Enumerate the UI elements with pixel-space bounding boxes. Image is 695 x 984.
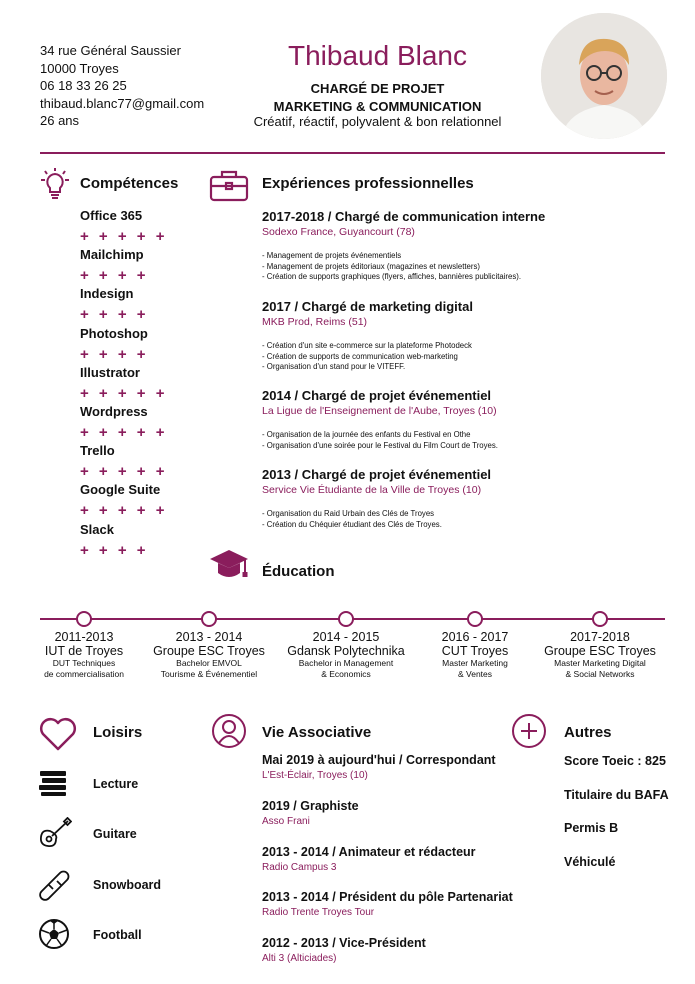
role-line-1: CHARGÉ DE PROJET — [310, 81, 445, 96]
role-block — [240, 80, 515, 116]
skill-name: Illustrator — [80, 364, 140, 380]
association-title: Vie Associative — [262, 724, 372, 741]
skill-level: + + + + + — [80, 463, 168, 481]
other-item: Score Toeic : 825 — [564, 754, 666, 768]
education-desc: Master Marketing — [442, 658, 508, 668]
heart-icon — [38, 716, 78, 757]
education-desc: de commercialisation — [44, 669, 124, 679]
experience-bullet: - Organisation du Raid Urbain des Clés de Troyes — [262, 509, 435, 518]
skill-name: Indesign — [80, 286, 134, 302]
education-item — [14, 630, 154, 680]
experience-org: Sodexo France, Guyancourt (78) — [262, 226, 415, 238]
skill-level: + + + + + — [80, 502, 168, 520]
experience-bullet: - Organisation de la journée des enfants du Festival en Othe — [262, 430, 471, 439]
skill-name: Trello — [80, 443, 115, 459]
education-years: 2016 - 2017 — [441, 630, 509, 644]
experience-bullet: - Création d'un site e-commerce sur la plateforme Photodeck — [262, 341, 472, 350]
education-desc: & Economics — [321, 669, 371, 679]
experience-org: MKB Prod, Reims (51) — [262, 316, 368, 328]
other-item: Véhiculé — [564, 855, 616, 869]
experience-org: Service Vie Étudiante de la Ville de Troyes (10) — [262, 484, 482, 496]
association-role: 2013 - 2014 / Président du pôle Partenariat — [262, 890, 513, 904]
graduation-cap-icon — [209, 548, 249, 591]
education-item — [276, 630, 416, 680]
education-title: Éducation — [262, 563, 335, 580]
profile-photo — [541, 13, 667, 139]
experience-bullet: - Création de supports graphiques (flyers, affiches, bannières publicitaires). — [262, 272, 522, 281]
hobby-label: Snowboard — [93, 878, 162, 892]
experience-bullet: - Création de supports de communication web-marketing — [262, 351, 458, 361]
experience-job-title: 2013 / Chargé de projet événementiel — [262, 467, 492, 482]
education-desc: Master Marketing Digital — [554, 658, 646, 668]
education-school: Groupe ESC Troyes — [153, 644, 265, 658]
experience-bullet: - Création du Chéquier étudiant des Clés de Troyes. — [262, 519, 442, 529]
other-item: Titulaire du BAFA — [564, 788, 669, 802]
snowboard-icon — [38, 868, 72, 907]
timeline-node — [76, 611, 92, 627]
timeline-node — [338, 611, 354, 627]
plus-circle-icon — [511, 713, 547, 754]
association-org: Radio Trente Troyes Tour — [262, 907, 375, 918]
timeline-node — [467, 611, 483, 627]
experience-bullet: - Organisation d'un stand pour le VITEFF. — [262, 362, 406, 371]
education-item — [139, 630, 279, 680]
experience-org: La Ligue de l'Enseignement de l'Aube, Troyes (10) — [262, 405, 497, 417]
hobby-label: Guitare — [93, 827, 137, 841]
association-role: Mai 2019 à aujourd'hui / Correspondant — [262, 753, 496, 767]
contact-age: 26 ans — [40, 113, 80, 128]
role-line-2: MARKETING & COMMUNICATION — [273, 99, 482, 114]
contact-phone: 06 18 33 26 25 — [40, 78, 127, 93]
skill-level: + + + + + — [80, 384, 168, 402]
contact-email[interactable]: thibaud.blanc77@gmail.com — [40, 95, 205, 111]
skill-level: + + + + — [80, 541, 149, 559]
briefcase-icon — [209, 168, 249, 207]
others-title: Autres — [564, 724, 612, 741]
skill-level: + + + + — [80, 345, 149, 363]
association-role: 2013 - 2014 / Animateur et rédacteur — [262, 845, 476, 859]
experience-bullet: - Management de projets événementiels — [262, 251, 402, 260]
skill-name: Google Suite — [80, 482, 161, 498]
education-years: 2014 - 2015 — [312, 630, 380, 644]
experience-job-title: 2017 / Chargé de marketing digital — [262, 299, 473, 314]
experience-title: Expériences professionnelles — [262, 175, 474, 192]
education-desc: Tourisme & Événementiel — [160, 669, 258, 679]
skill-name: Photoshop — [80, 325, 148, 341]
education-school: IUT de Troyes — [44, 644, 124, 658]
education-desc: Bachelor EMVOL — [176, 658, 242, 668]
hobbies-title: Loisirs — [93, 724, 143, 741]
education-years: 2011-2013 — [54, 630, 114, 644]
skill-level: + + + + — [80, 306, 149, 324]
education-item — [530, 630, 670, 680]
association-org: Asso Frani — [262, 816, 310, 827]
contact-address2: 10000 Troyes — [40, 60, 119, 76]
experience-bullet: - Management de projets éditoriaux (magazines et newsletters) — [262, 261, 480, 271]
association-org: Alti 3 (Alticiades) — [262, 953, 337, 964]
skill-name: Slack — [80, 521, 114, 537]
other-item: Permis B — [564, 821, 619, 835]
contact-block — [40, 42, 204, 130]
timeline-node — [592, 611, 608, 627]
experience-job-title: 2014 / Chargé de projet événementiel — [262, 388, 492, 403]
association-org: L'Est-Éclair, Troyes (10) — [262, 770, 368, 781]
education-item — [405, 630, 545, 680]
education-school: Gdansk Polytechnika — [287, 644, 405, 658]
hobby-label: Lecture — [93, 777, 139, 791]
education-desc: & Social Networks — [565, 669, 635, 679]
association-org: Radio Campus 3 — [262, 862, 337, 873]
books-icon — [38, 767, 68, 802]
education-school: Groupe ESC Troyes — [544, 644, 656, 658]
skill-level: + + + + + — [80, 228, 168, 245]
skill-name: Office 365 — [80, 208, 143, 223]
experience-bullet: - Organisation d'une soirée pour le Festival du Film Court de Troyes. — [262, 440, 498, 450]
tagline: Créatif, réactif, polyvalent & bon relationnel — [253, 114, 502, 129]
education-desc: DUT Techniques — [52, 658, 116, 668]
skill-name: Mailchimp — [80, 247, 144, 263]
experience-job-title: 2017-2018 / Chargé de communication interne — [262, 209, 546, 224]
timeline-node — [201, 611, 217, 627]
association-role: 2012 - 2013 / Vice-Président — [262, 936, 426, 950]
page-title: Thibaud Blanc — [287, 40, 467, 71]
education-years: 2017-2018 — [570, 630, 630, 644]
hobby-label: Football — [93, 928, 142, 942]
football-icon — [38, 918, 70, 955]
education-desc: & Ventes — [457, 669, 493, 679]
guitar-icon — [38, 817, 72, 856]
association-role: 2019 / Graphiste — [262, 799, 359, 813]
education-school: CUT Troyes — [441, 644, 509, 658]
lightbulb-icon — [37, 168, 73, 207]
education-years: 2013 - 2014 — [175, 630, 243, 644]
skill-level: + + + + + — [80, 424, 168, 441]
skill-level: + + + + — [80, 267, 149, 285]
header-divider — [40, 152, 665, 154]
skill-name: Wordpress — [80, 404, 148, 419]
skills-title: Compétences — [80, 175, 179, 192]
contact-address1: 34 rue Général Saussier — [40, 43, 181, 58]
person-icon — [211, 713, 247, 754]
education-desc: Bachelor in Management — [298, 658, 394, 668]
